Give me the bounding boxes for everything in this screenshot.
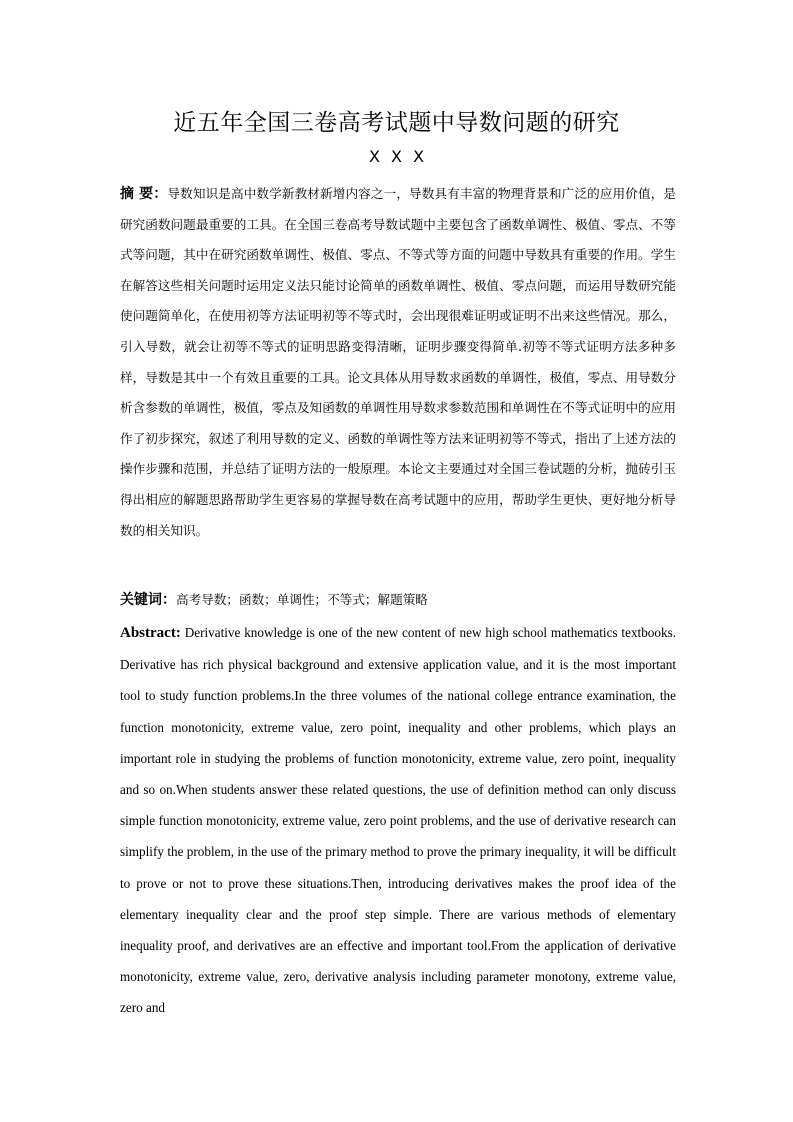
- keywords-text: 高考导数；函数；单调性；不等式；解题策略: [176, 592, 428, 607]
- english-abstract: [120, 617, 676, 1024]
- paper-author: X X X: [368, 147, 425, 166]
- english-abstract-text: Derivative knowledge is one of the new content of new high school mathematics textbooks. Derivative has rich physical background and extensive application value, and it is the most important tool to study function problems.In the three volumes of the national college entrance examination, the function monotonicity, extreme value, zero point, inequality and other problems, which plays an important role in studying the problems of function monotonicity, extreme value, zero point, inequality and so on.When students answer these related questions, the use of definition method can only discuss simple function monotonicity, extreme value, zero point problems, and the use of derivative research can simplify the problem, in the use of the primary method to prove the primary inequality, it will be difficult to prove or not to prove these situations.Then, introducing derivatives makes the proof idea of the elementary inequality clear and the proof step simple. There are various methods of elementary inequality proof, and derivatives are an effective and important tool.From the application of derivative monotonicity, extreme value, zero, derivative analysis including parameter monotony, extreme value, zero and: [120, 625, 677, 1016]
- chinese-abstract: [120, 179, 676, 546]
- paper-title: 近五年全国三卷高考试题中导数问题的研究: [173, 110, 620, 136]
- chinese-abstract-text: 导数知识是高中数学新教材新增内容之一，导数具有丰富的物理背景和广泛的应用价值，是研究函数问题最重要的工具。在全国三卷高考导数试题中主要包含了函数单调性、极值、零点、不等式等问题，其中在研究函数单调性、极值、零点、不等式等方面的问题中导数具有重要的作用。学生在解答这些相关问题时运用定义法只能讨论简单的函数单调性、极值、零点问题，而运用导数研究能使问题简单化，在使用初等方法证明初等不等式时，会出现很难证明或证明不出来这些情况。那么，引入导数，就会让初等不等式的证明思路变得清晰，证明步骤变得简单.初等不等式证明方法多种多样，导数是其中一个有效且重要的工具。论文具体从用导数求函数的单调性，极值，零点、用导数分析含参数的单调性，极值，零点及知函数的单调性用导数求参数范围和单调性在不等式证明中的应用作了初步探究，叙述了利用导数的定义、函数的单调性等方法来证明初等不等式，指出了上述方法的操作步骤和范围，并总结了证明方法的一般原理。本论文主要通过对全国三卷试题的分析，抛砖引玉得出相应的解题思路帮助学生更容易的掌握导数在高考试题中的应用，帮助学生更快、更好地分析导数的相关知识。: [120, 186, 676, 538]
- keywords-line: [120, 587, 676, 613]
- english-abstract-label: Abstract:: [120, 625, 181, 641]
- chinese-abstract-label: 摘 要：: [120, 186, 168, 202]
- keywords-label: 关键词：: [120, 592, 176, 608]
